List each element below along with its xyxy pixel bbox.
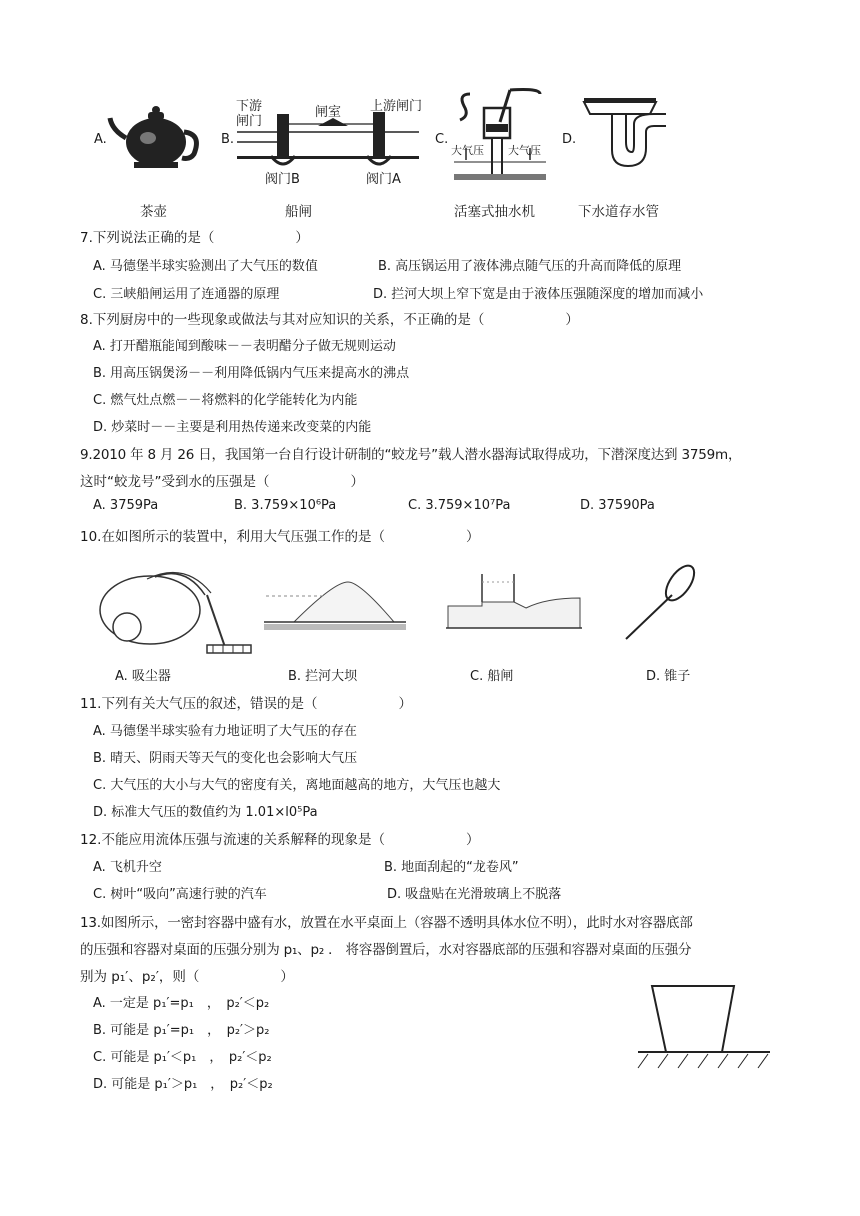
- q6-option-c-letter: C.: [435, 132, 449, 147]
- q13-option-a: A. 一定是 p₁′=p₁ ， p₂′＜p₂: [93, 996, 270, 1011]
- q11-stem: 11.下列有关大气压的叙述，错误的是（ ）: [80, 696, 412, 712]
- q10-option-d: D. 锥子: [646, 669, 691, 684]
- lock-chamber-label: 闸室: [315, 105, 342, 120]
- q8-option-b: B. 用高压锅煲汤－－利用降低锅内气压来提高水的沸点: [93, 366, 410, 381]
- q12-option-c: C. 树叶“吸向”高速行驶的汽车: [93, 887, 267, 902]
- q6-caption-piston-pump: 活塞式抽水机: [454, 204, 535, 220]
- piston-pump-figure: [450, 88, 550, 186]
- q6-caption-teapot: 茶壶: [140, 204, 167, 220]
- q8-option-c: C. 燃气灶点燃－－将燃料的化学能转化为内能: [93, 393, 358, 408]
- q10-option-b: B. 拦河大坝: [288, 669, 358, 684]
- q8-stem: 8.下列厨房中的一些现象或做法与其对应知识的关系，不正确的是（ ）: [80, 312, 579, 328]
- q11-option-b: B. 晴天、阴雨天等天气的变化也会影响大气压: [93, 751, 358, 766]
- q12-option-d: D. 吸盘贴在光滑玻璃上不脱落: [387, 887, 562, 902]
- q9-option-a: A. 3759Pa: [93, 498, 159, 513]
- q11-option-d: D. 标准大气压的数值约为 1.01×l0⁵Pa: [93, 805, 318, 820]
- q13-option-b: B. 可能是 p₁′=p₁ ， p₂′＞p₂: [93, 1023, 270, 1038]
- atm-left-label: 大气压: [451, 144, 484, 157]
- awl-figure: [620, 565, 700, 643]
- q8-option-d: D. 炒菜时－－主要是利用热传递来改变菜的内能: [93, 420, 372, 435]
- upstream-gate-label: 上游闸门: [370, 99, 423, 114]
- q7-option-d: D. 拦河大坝上窄下宽是由于液体压强随深度的增加而减小: [373, 287, 704, 302]
- q9-option-d: D. 37590Pa: [580, 498, 655, 513]
- q9-option-c: C. 3.759×10⁷Pa: [408, 498, 511, 513]
- drain-trap-figure: [580, 94, 670, 174]
- atm-right-label: 大气压: [508, 144, 541, 157]
- q6-option-b-letter: B.: [221, 132, 235, 147]
- q6-caption-ship-lock: 船闸: [285, 204, 312, 220]
- q9-stem-line-2: 这时“蛟龙号”受到水的压强是（ ）: [80, 474, 364, 490]
- q7-option-b: B. 高压锅运用了液体沸点随气压的升高而降低的原理: [378, 259, 682, 274]
- q9-stem-line-1: 9.2010 年 8 月 26 日，我国第一台自行设计研制的“蛟龙号”载人潜水器海试取得成功，下潜深度达到 3759m，: [80, 447, 742, 463]
- q13-stem-line-2: 的压强和容器对桌面的压强分别为 p₁、p₂ ． 将容器倒置后，水对容器底部的压强和容器对桌面的压强分: [80, 942, 692, 958]
- q13-option-d: D. 可能是 p₁′＞p₁ ， p₂′＜p₂: [93, 1077, 273, 1092]
- q10-option-a: A. 吸尘器: [115, 669, 171, 684]
- downstream-gate-label-2: 闸门: [236, 114, 263, 129]
- ship-lock-small-figure: [446, 568, 582, 634]
- q11-option-c: C. 大气压的大小与大气的密度有关，离地面越高的地方，大气压也越大: [93, 778, 501, 793]
- q6-option-d-letter: D.: [562, 132, 577, 147]
- q12-option-a: A. 飞机升空: [93, 860, 162, 875]
- q8-option-a: A. 打开醋瓶能闻到酸味－－表明醋分子做无规则运动: [93, 339, 396, 354]
- q11-option-a: A. 马德堡半球实验有力地证明了大气压的存在: [93, 724, 357, 739]
- valve-b-label: 阀门B: [265, 172, 300, 187]
- valve-a-label: 阀门A: [366, 172, 401, 187]
- q7-option-c: C. 三峡船闸运用了连通器的原理: [93, 287, 280, 302]
- q13-stem-line-1: 13.如图所示，一密封容器中盛有水，放置在水平桌面上（容器不透明具体水位不明），此时水对容器底部: [80, 915, 693, 931]
- q10-stem: 10.在如图所示的装置中，利用大气压强工作的是（ ）: [80, 529, 480, 545]
- q13-option-c: C. 可能是 p₁′＜p₁ ， p₂′＜p₂: [93, 1050, 272, 1065]
- container-on-table-figure: [634, 982, 774, 1072]
- q10-option-c: C. 船闸: [470, 669, 514, 684]
- dam-figure: [264, 578, 406, 638]
- q7-stem: 7.下列说法正确的是（ ）: [80, 230, 309, 246]
- q12-option-b: B. 地面刮起的“龙卷风”: [384, 860, 519, 875]
- q6-caption-drain-trap: 下水道存水管: [578, 204, 659, 220]
- q7-option-a: A. 马德堡半球实验测出了大气压的数值: [93, 259, 318, 274]
- vacuum-cleaner-figure: [95, 555, 255, 660]
- q12-stem: 12.不能应用流体压强与流速的关系解释的现象是（ ）: [80, 832, 480, 848]
- teapot-figure: [108, 100, 203, 172]
- q13-stem-line-3: 别为 p₁′、p₂′，则（ ）: [80, 969, 294, 985]
- q6-option-a-letter: A.: [94, 132, 107, 147]
- downstream-gate-label-1: 下游: [236, 99, 263, 114]
- q9-option-b: B. 3.759×10⁶Pa: [234, 498, 337, 513]
